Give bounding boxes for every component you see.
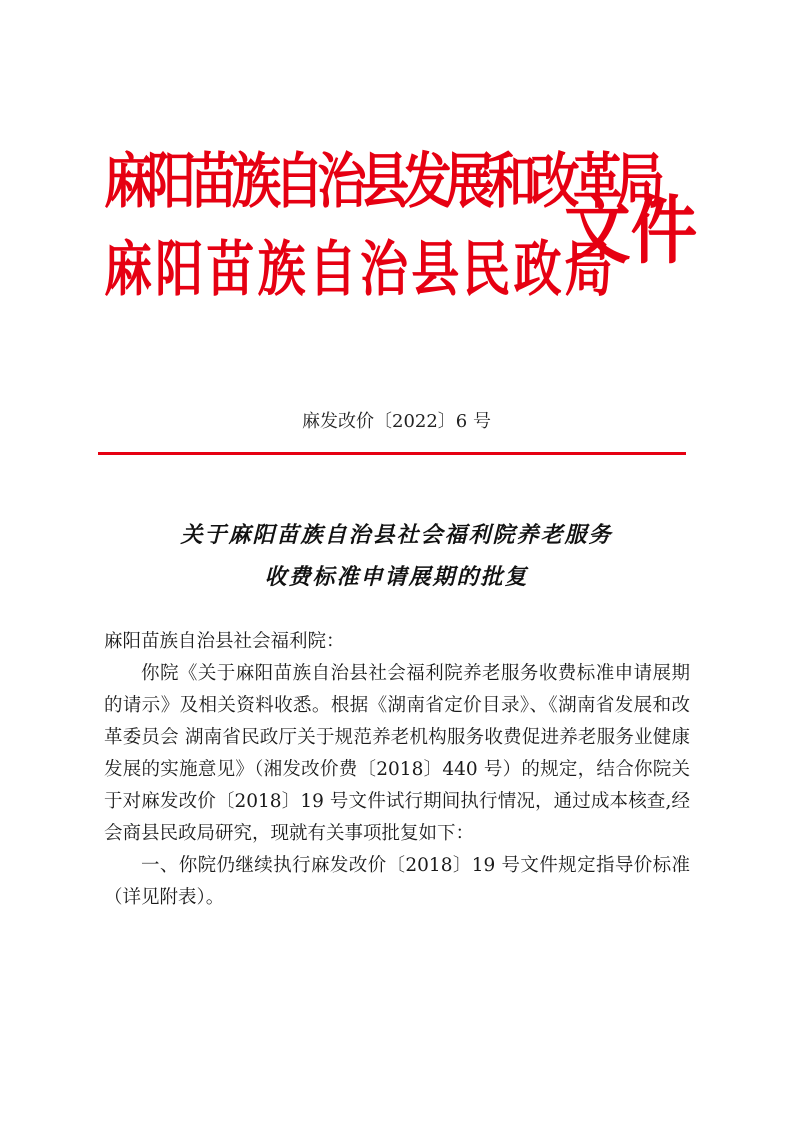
document-title <box>0 514 793 598</box>
letterhead <box>104 138 704 338</box>
issuer-name-civil-affairs-bureau: 麻阳苗族自治县民政局 <box>104 235 616 305</box>
body-paragraph-1: 你院《关于麻阳苗族自治县社会福利院养老服务收费标准申请展期的请示》及相关资料收悉。根据《湖南省定价目录》、《湖南省发展和改革委员会 湖南省民政厅关于规范养老机构服务收费促进养老服务业健康发展的实施意见》（湘发改价费〔2018〕440 号）的规定，结合你院关于对麻发改价〔2018〕19 号文件试行期间执行情况，通过成本核查,经会商县民政局研究，现就有关事项批复如下： <box>104 663 690 844</box>
document-word: 文件 <box>564 188 698 274</box>
document-title-line-2: 收费标准申请展期的批复 <box>264 564 529 590</box>
document-title-line-1: 关于麻阳苗族自治县社会福利院养老服务 <box>180 522 613 548</box>
document-number: 麻发改价〔2022〕6 号 <box>302 411 491 432</box>
body-paragraph-2: 一、你院仍继续执行麻发改价〔2018〕19 号文件规定指导价标准（详见附表）。 <box>104 855 690 908</box>
red-divider-line <box>98 452 686 455</box>
document-body <box>104 626 690 914</box>
issuer-name-development-reform-bureau: 麻阳苗族自治县发展和改革局 <box>104 147 659 217</box>
salutation: 麻阳苗族自治县社会福利院： <box>104 631 345 652</box>
